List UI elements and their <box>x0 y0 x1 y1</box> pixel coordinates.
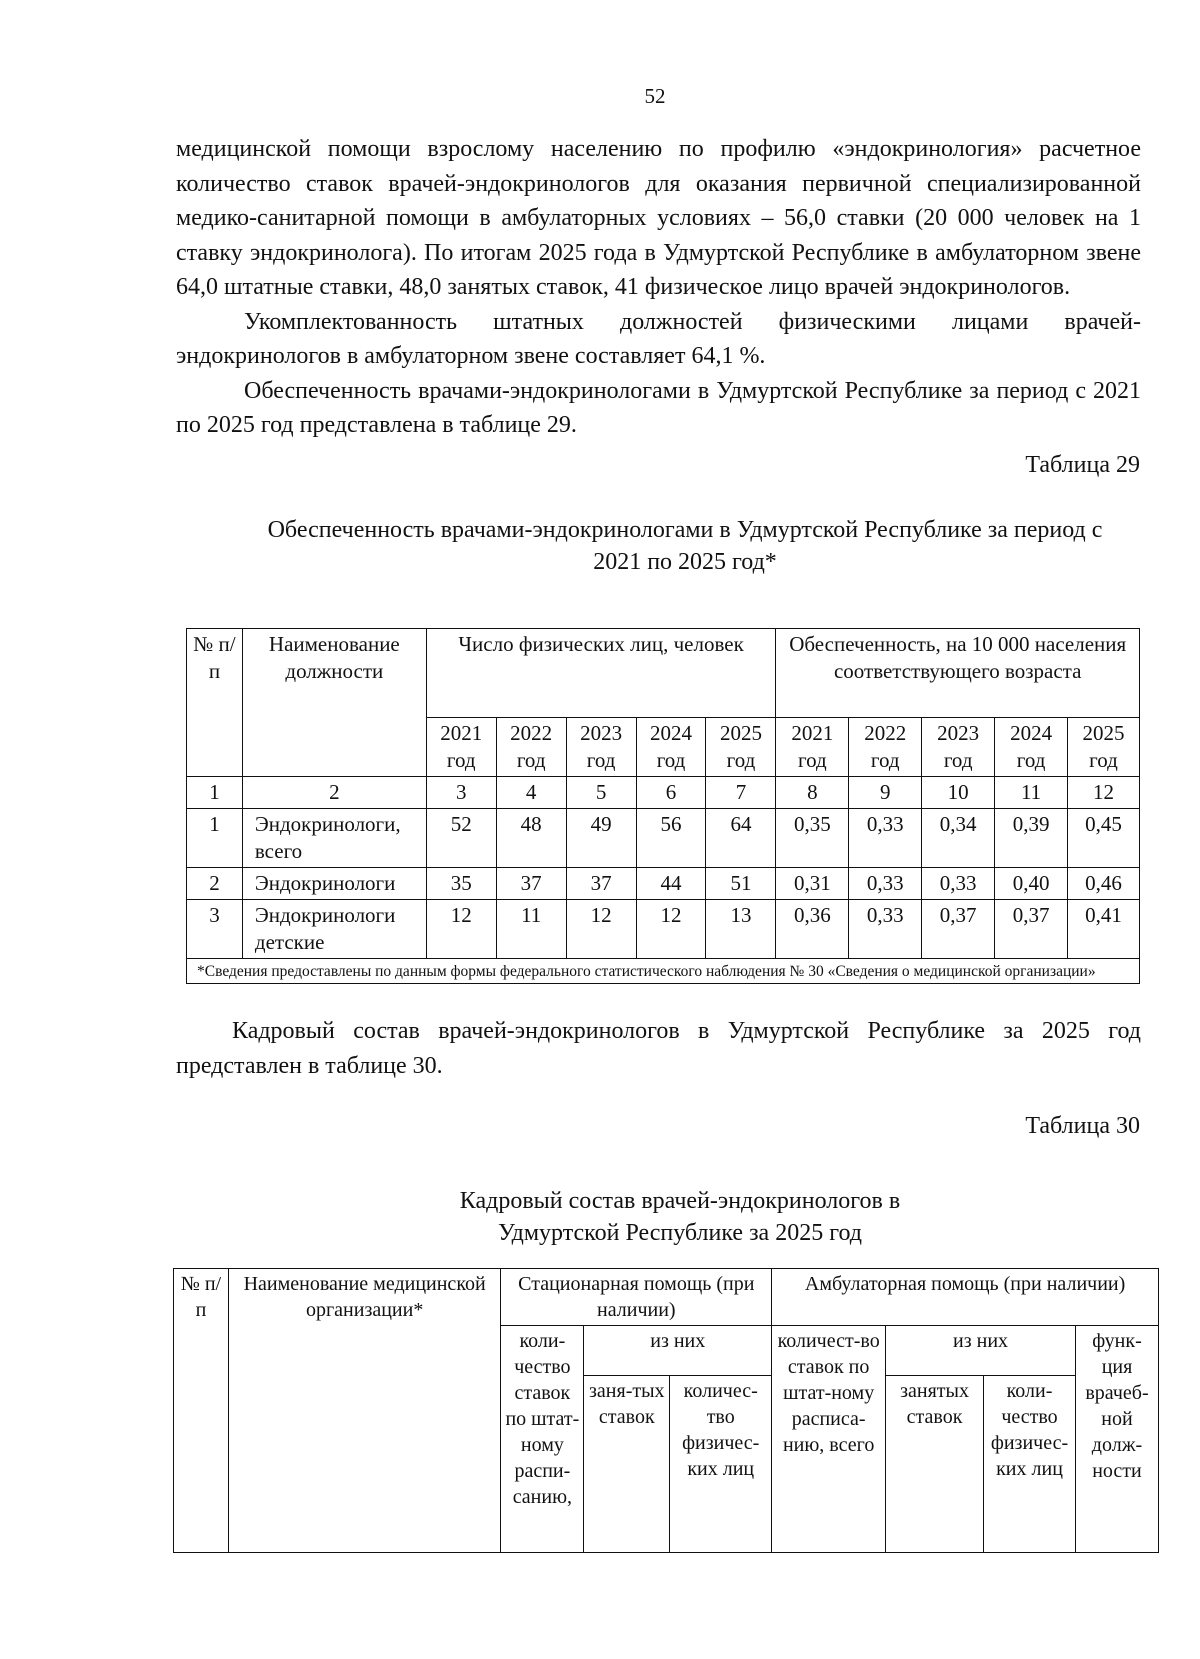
header-year: 2023 год <box>922 718 995 777</box>
row-num: 2 <box>187 868 243 900</box>
cell: 0,41 <box>1068 900 1140 959</box>
header-year: 2024 год <box>995 718 1068 777</box>
cell: 0,37 <box>922 900 995 959</box>
header-of-them: из них <box>584 1326 772 1376</box>
table-29-title: Обеспеченность врачами-эндокринологами в Удмуртской Республике за период с 2021 по 2025 год* <box>267 517 1103 575</box>
column-number: 4 <box>496 777 566 809</box>
table-30 <box>173 1268 1159 1553</box>
header-year: 2021 год <box>426 718 496 777</box>
intro-text <box>176 132 1141 443</box>
header-num: № п/п <box>187 629 243 777</box>
table-row <box>187 868 1140 900</box>
header-year: 2022 год <box>496 718 566 777</box>
table-30-label: Таблица 30 <box>1025 1113 1140 1139</box>
column-number: 10 <box>922 777 995 809</box>
cell: 0,34 <box>922 809 995 868</box>
cell: 35 <box>426 868 496 900</box>
cell: 52 <box>426 809 496 868</box>
header-amb-persons: коли-чество физичес-ких лиц <box>984 1376 1076 1553</box>
column-numbers-row <box>187 777 1140 809</box>
cell: 0,33 <box>849 900 922 959</box>
cell: 0,31 <box>776 868 849 900</box>
header-provision: Обеспеченность, на 10 000 населения соответствующего возраста <box>776 629 1140 718</box>
header-stationary: Стационарная помощь (при наличии) <box>501 1269 772 1326</box>
cell: 0,37 <box>995 900 1068 959</box>
cell: 0,33 <box>849 809 922 868</box>
table-footnote: *Сведения предоставлены по данным формы федерального статистического наблюдения № 30 «Сведения о медицинской организации» <box>187 959 1140 984</box>
column-number: 1 <box>187 777 243 809</box>
cell: 11 <box>496 900 566 959</box>
paragraph: Укомплектованность штатных должностей физическими лицами врачей-эндокринологов в амбулаторном звене составляет 64,1 %. <box>176 308 1141 369</box>
row-name: Эндокринологи детские <box>242 900 426 959</box>
header-organization: Наименование медицинской организации* <box>228 1269 501 1553</box>
row-name: Эндокринологи <box>242 868 426 900</box>
cell: 0,35 <box>776 809 849 868</box>
row-name: Эндокринологи, всего <box>242 809 426 868</box>
cell: 48 <box>496 809 566 868</box>
cell: 0,45 <box>1068 809 1140 868</box>
paragraph: медицинской помощи взрослому населению по профилю «эндокринология» расчетное количество ставок врачей-эндокринологов для оказания первичной специализированной медико-санитарной помощи в амбулаторных условиях – 56,0 ставки (20 000 человек на 1 ставку эндокринолога). По итогам 2025 года в Удмуртской Республике в амбулаторном звене 64,0 штатные ставки, 48,0 занятых ставок, 41 физическое лицо врачей эндокринологов. <box>176 136 1141 300</box>
cell: 0,40 <box>995 868 1068 900</box>
column-number: 7 <box>706 777 776 809</box>
cell: 51 <box>706 868 776 900</box>
header-ambulatory: Амбулаторная помощь (при наличии) <box>772 1269 1159 1326</box>
column-number: 9 <box>849 777 922 809</box>
header-year: 2024 год <box>636 718 706 777</box>
table-29 <box>186 628 1140 984</box>
cell: 37 <box>496 868 566 900</box>
cell: 12 <box>426 900 496 959</box>
cell: 0,39 <box>995 809 1068 868</box>
row-num: 1 <box>187 809 243 868</box>
cell: 37 <box>566 868 636 900</box>
column-number: 5 <box>566 777 636 809</box>
column-number: 8 <box>776 777 849 809</box>
cell: 0,33 <box>922 868 995 900</box>
table-30-title: Кадровый состав врачей-эндокринологов в Удмуртской Республике за 2025 год <box>459 1188 901 1246</box>
header-year: 2021 год <box>776 718 849 777</box>
header-amb-occupied: занятых ставок <box>886 1376 984 1553</box>
table-row <box>187 900 1140 959</box>
header-of-them: из них <box>886 1326 1076 1376</box>
column-number: 6 <box>636 777 706 809</box>
row-num: 3 <box>187 900 243 959</box>
column-number: 2 <box>242 777 426 809</box>
paragraph: Обеспеченность врачами-эндокринологами в Удмуртской Республике за период с 2021 по 2025 год представлена в таблице 29. <box>176 377 1141 438</box>
header-st-persons: количес-тво физичес-ких лиц <box>670 1376 772 1553</box>
table-29-label: Таблица 29 <box>1025 452 1140 478</box>
header-year: 2025 год <box>1068 718 1140 777</box>
cell: 44 <box>636 868 706 900</box>
header-year: 2023 год <box>566 718 636 777</box>
header-st-occupied: заня-тых ставок <box>584 1376 670 1553</box>
cell: 56 <box>636 809 706 868</box>
paragraph-after-table <box>176 1014 1141 1083</box>
cell: 64 <box>706 809 776 868</box>
header-amb-function: функ-ция врачеб-ной долж-ности <box>1075 1326 1158 1553</box>
page-number: 52 <box>644 84 666 108</box>
header-amb-total: количест-во ставок по штат-ному расписа-нию, всего <box>772 1326 886 1553</box>
cell: 12 <box>636 900 706 959</box>
column-number: 3 <box>426 777 496 809</box>
paragraph: Кадровый состав врачей-эндокринологов в Удмуртской Республике за 2025 год представлен в таблице 30. <box>176 1018 1141 1079</box>
cell: 12 <box>566 900 636 959</box>
column-number: 11 <box>995 777 1068 809</box>
header-persons: Число физических лиц, человек <box>426 629 776 718</box>
cell: 0,46 <box>1068 868 1140 900</box>
cell: 0,36 <box>776 900 849 959</box>
header-name: Наименование должности <box>242 629 426 777</box>
cell: 13 <box>706 900 776 959</box>
table-row <box>187 809 1140 868</box>
header-year: 2022 год <box>849 718 922 777</box>
header-st-total: коли-чество ставок по штат-ному распи-санию, <box>501 1326 584 1553</box>
header-year: 2025 год <box>706 718 776 777</box>
column-number: 12 <box>1068 777 1140 809</box>
header-num: № п/п <box>174 1269 229 1553</box>
cell: 0,33 <box>849 868 922 900</box>
cell: 49 <box>566 809 636 868</box>
